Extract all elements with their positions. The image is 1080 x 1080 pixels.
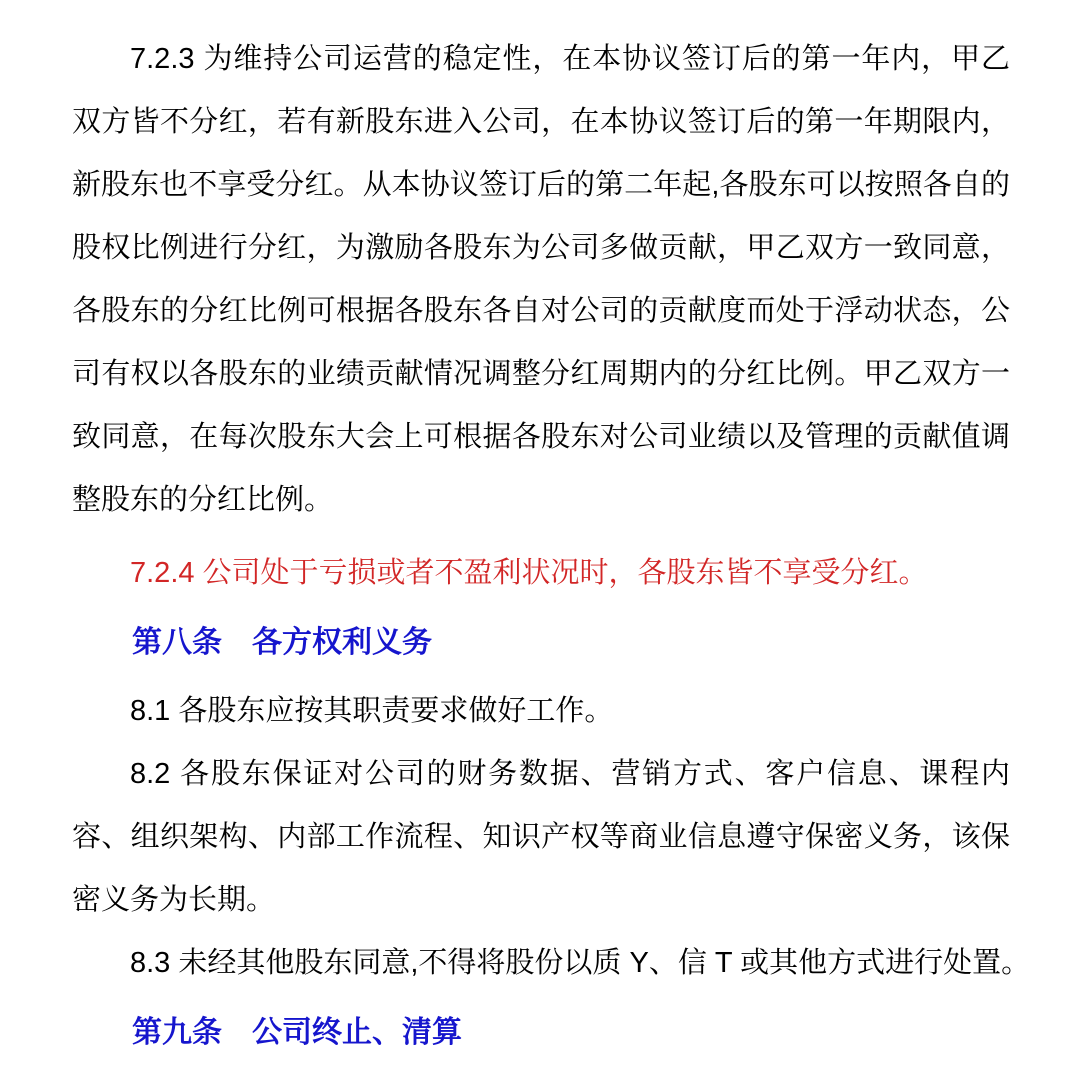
clause-8-3: 8.3 未经其他股东同意,不得将股份以质 Y、信 T 或其他方式进行处置。: [130, 947, 1031, 979]
clause-8-1: 8.1 各股东应按其职责要求做好工作。: [130, 695, 614, 727]
clause-7-2-3: 7.2.3 为维持公司运营的稳定性，在本协议签订后的第一年内，甲乙双方皆不分红，若有新股东进入公司，在本协议签订后的第一年期限内，新股东也不享受分红。从本协议签订后的第二年起,各股东可以按照各自的股权比例进行分红，为激励各股东为公司多做贡献，甲乙双方一致同意，各股东的分红比例可根据各股东各自对公司的贡献度而处于浮动状态，公司有权以各股东的业绩贡献情况调整分红周期内的分红比例。甲乙双方一致同意，在每次股东大会上可根据各股东对公司业绩以及管理的贡献值调整股东的分红比例。: [72, 43, 1010, 516]
clause-8-2: 8.2 各股东保证对公司的财务数据、营销方式、客户信息、课程内容、组织架构、内部工作流程、知识产权等商业信息遵守保密义务，该保密义务为长期。: [72, 758, 1010, 916]
heading-article-9: 第九条 公司终止、清算: [132, 1016, 462, 1049]
heading-article-8: 第八条 各方权利义务: [132, 626, 432, 659]
clause-7-2-4: 7.2.4 公司处于亏损或者不盈利状况时，各股东皆不享受分红。: [130, 557, 928, 589]
